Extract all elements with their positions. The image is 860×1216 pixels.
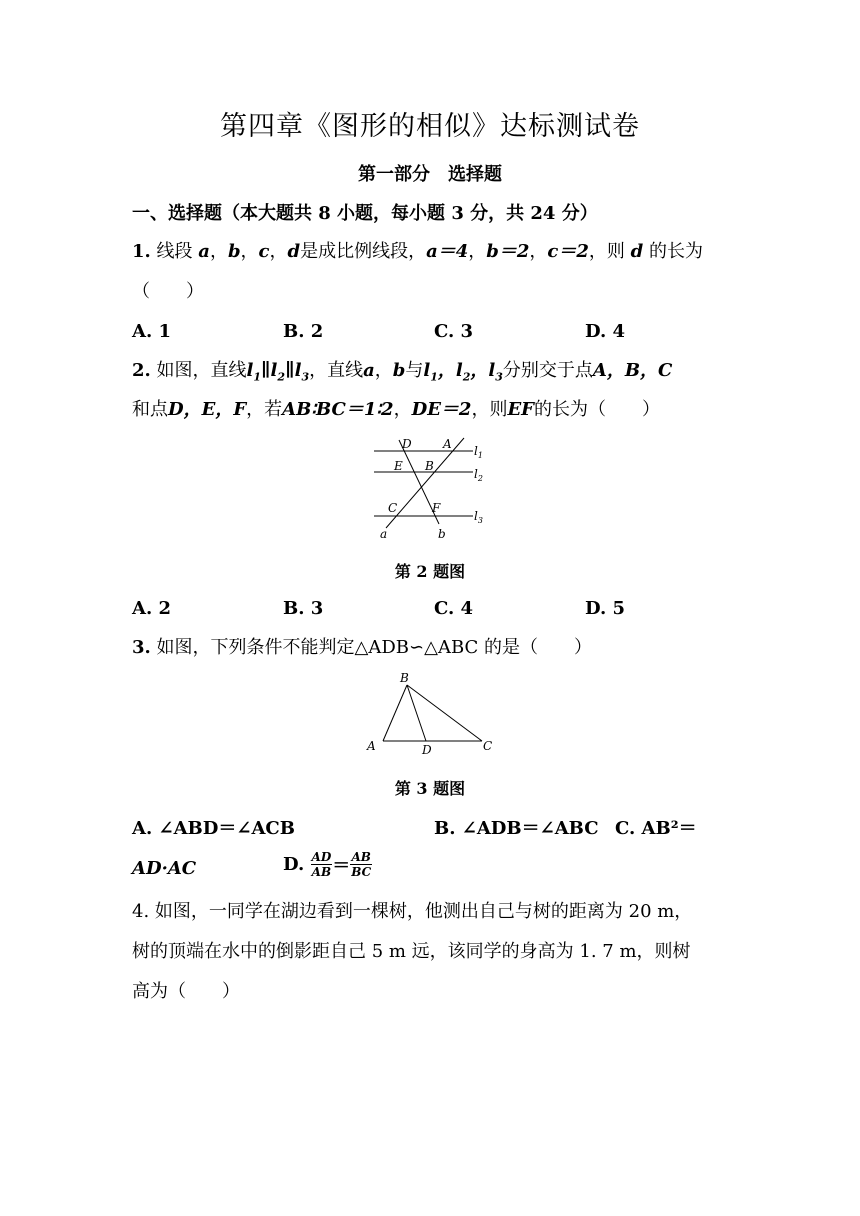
q2-var-b: b — [392, 360, 406, 381]
q3-fraction-1-num: AD — [311, 850, 332, 864]
q3-figure — [362, 670, 500, 762]
q1-var-c: c — [258, 241, 270, 262]
label-d: D — [402, 437, 412, 451]
q2-text-part: ，直线 — [309, 360, 364, 381]
label-b: B — [400, 671, 409, 685]
q2-text-line2: 和点D，E，F，若AB∶BC＝1∶2，DE＝2，则EF的长为（ ） — [132, 399, 660, 420]
q2-text-part: 的长为（ ） — [533, 399, 660, 420]
label-l3: $l_3$ — [474, 509, 483, 525]
q1-number: 1. — [132, 241, 151, 262]
q2-de: DE＝2 — [411, 399, 472, 420]
q1-cond-b: b＝2 — [486, 241, 530, 262]
q1-option-d: D. 4 — [585, 321, 626, 342]
q1-var-b: b — [227, 241, 241, 262]
q2-text-part: 与 — [405, 360, 424, 381]
segment-bd — [407, 685, 426, 741]
label-a: A — [443, 437, 452, 451]
q1-var-a: a — [198, 241, 210, 262]
q2-option-b: B. 3 — [283, 598, 324, 619]
q2-parallel-lines: $l_1\parallel l_2\parallel l_3$ — [246, 360, 310, 384]
q3-fraction-2 — [350, 850, 372, 879]
part-title: 第一部分 选择题 — [358, 164, 502, 185]
q2-ef: EF — [507, 399, 534, 420]
q1-text-part: 的长为 — [648, 241, 703, 262]
label-line-b: b — [438, 527, 446, 541]
label-c: C — [388, 501, 398, 515]
q2-text-part: 分别交于点 — [502, 360, 593, 381]
q1-option-a: A. 1 — [132, 321, 172, 342]
q2-text-part: ，则 — [471, 399, 508, 420]
q3-caption: 第 3 题图 — [394, 779, 466, 798]
q2-number: 2. — [132, 360, 151, 381]
page-title: 第四章《图形的相似》达标测试卷 — [220, 111, 640, 142]
q3-number: 3. — [132, 637, 151, 658]
q2-ratio: AB∶BC＝1∶2 — [282, 399, 394, 420]
label-d: D — [422, 743, 432, 757]
q4-text-line3: 高为（ ） — [132, 981, 240, 1002]
q1-var-d: d — [287, 241, 301, 262]
q3-text — [132, 636, 592, 660]
q3-option-b — [434, 814, 599, 840]
q3-fraction-1-den: AB — [311, 865, 332, 879]
q3-option-c-text: C. AB²＝ — [615, 818, 697, 839]
q2-option-a: A. 2 — [132, 598, 172, 619]
q1-text-part: 线段 — [156, 241, 193, 262]
label-b: B — [425, 459, 434, 473]
q1-text-part: ，则 — [588, 241, 625, 262]
q1-option-b: B. 2 — [283, 321, 324, 342]
label-c: C — [483, 739, 493, 753]
q3-option-a-text: A. ∠ABD＝∠ACB — [132, 818, 295, 839]
q3-option-d-label: D. — [283, 854, 305, 875]
q2-text-part: 如图，直线 — [156, 360, 247, 381]
q2-caption: 第 2 题图 — [394, 562, 466, 581]
q2-points-def: D，E，F — [168, 399, 247, 420]
q2-points-abc: A，B，C — [592, 360, 673, 381]
label-l2: $l_2$ — [474, 467, 483, 483]
q2-text-part: ，若 — [246, 399, 283, 420]
q1-cond-a: a＝4 — [426, 241, 469, 262]
q3-fraction-1 — [311, 850, 333, 879]
q2-lines-list: $l_1$，$l_2$，$l_3$ — [423, 360, 503, 384]
q1-text-part: 是成比例线段， — [300, 241, 427, 262]
segment-ab — [383, 685, 407, 741]
q1-option-c: C. 3 — [434, 321, 474, 342]
q3-option-a — [132, 814, 295, 840]
segment-bc — [407, 685, 482, 741]
q3-option-d — [283, 850, 372, 879]
q2-var-a: a — [363, 360, 375, 381]
label-f: F — [432, 501, 441, 515]
q1-text: 1. 线段 a，b，c，d是成比例线段，a＝4，b＝2，c＝2，则 d 的长为 — [132, 241, 703, 262]
q3-option-b-text: B. ∠ADB＝∠ABC — [434, 818, 599, 839]
q1-blank: （ ） — [132, 281, 204, 302]
q2-option-c: C. 4 — [434, 598, 474, 619]
label-line-a: a — [380, 527, 388, 541]
q2-option-d: D. 5 — [585, 598, 626, 619]
q2-figure — [370, 432, 495, 542]
q3-option-c — [615, 814, 697, 840]
q3-equals: ＝ — [332, 855, 351, 877]
q4-text-line1: 4. 如图，一同学在湖边看到一棵树，他测出自己与树的距离为 20 m， — [132, 901, 693, 922]
label-l1: $l_1$ — [474, 444, 483, 460]
q3-option-c-cont: AD·AC — [132, 858, 197, 879]
q2-text-part: 和点 — [132, 399, 168, 420]
section-heading: 一、选择题（本大题共 8 小题，每小题 3 分，共 24 分） — [132, 203, 598, 224]
q2-text-line1: 2. 如图，直线$l_1\parallel l_2\parallel l_3$，直线a，b与$l_1$，$l_2$，$l_3$分别交于点A，B，C — [132, 360, 673, 384]
q3-fraction-2-num: AB — [351, 850, 371, 864]
label-a: A — [367, 739, 376, 753]
q1-cond-c: c＝2 — [547, 241, 589, 262]
q3-fraction-2-den: BC — [351, 865, 372, 879]
label-e: E — [394, 459, 403, 473]
q4-text-line2: 树的顶端在水中的倒影距自己 5 m 远，该同学的身高为 1. 7 m，则树 — [132, 941, 691, 962]
q3-text-body: 如图，下列条件不能判定△ADB∽△ABC 的是（ ） — [156, 637, 593, 658]
q1-var-d-2: d — [630, 241, 644, 262]
